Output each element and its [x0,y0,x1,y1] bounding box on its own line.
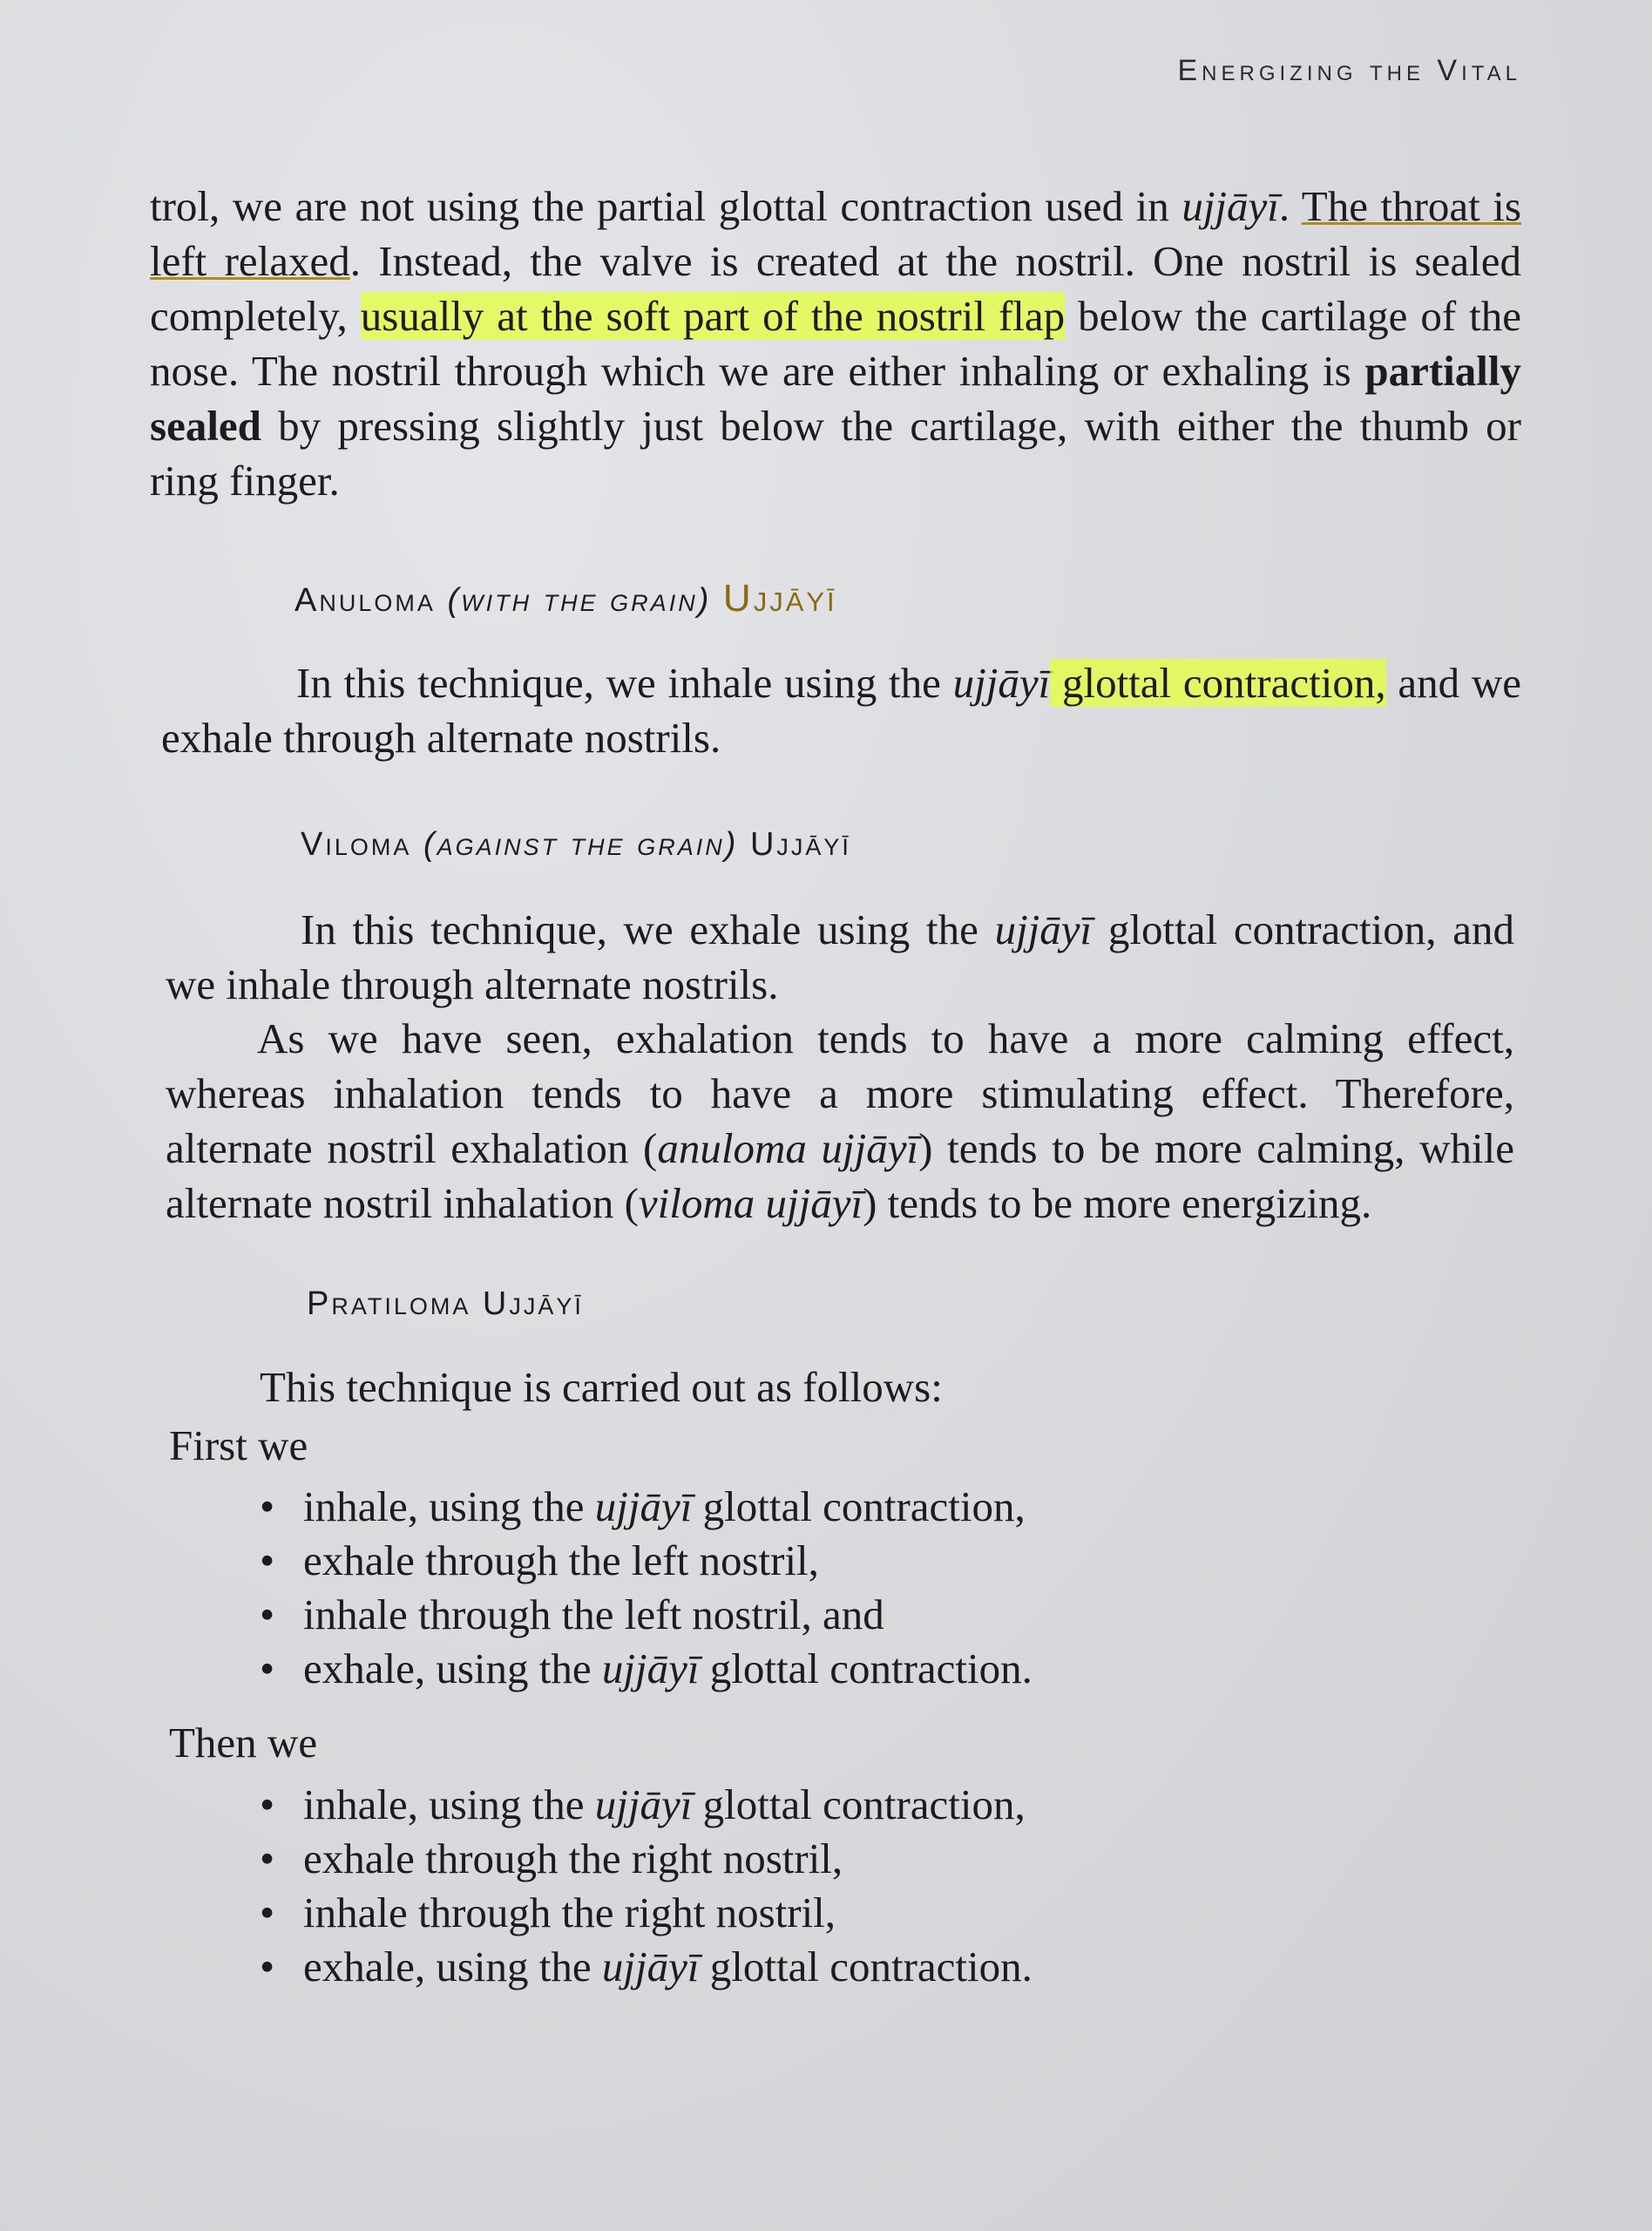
viloma-text-2: glottal contraction, and we inhale through alternate nostrils. [166,905,1514,1008]
list-item-text: exhale through the left nostril, [303,1536,819,1584]
list-item [260,1832,1032,1886]
list-item-text: inhale, using the [303,1780,595,1828]
intro-text-4: below the cartilage of the nose. The nostril through which we are either inhaling or exhaling is [150,292,1521,395]
list-item-text: inhale, using the [303,1482,595,1530]
first-we-label: First we [169,1421,308,1469]
anuloma-heading-term: Ujjāyī [722,577,837,620]
viloma-text-1: In this technique, we exhale using the [301,905,995,953]
pratiloma-intro: This technique is carried out as follows: [260,1363,943,1411]
list-item-text: exhale, using the [303,1943,602,1990]
intro-paragraph [150,179,1521,508]
bold-phrase: partially sealed [150,347,1521,450]
list-item-text: glottal contraction, [692,1780,1026,1828]
viloma-heading-paren: (against the grain) [423,826,739,863]
viloma-heading [301,826,851,864]
highlighted-phrase: usually at the soft part of the nostril flap [360,292,1066,340]
then-we-label: Then we [169,1719,318,1766]
calming-text-1: As we have seen, exhalation tends to have a more calming effect, whereas inhalation tends to have a more stimulating effect. Therefore, alternate nostril exhalation ( [166,1014,1514,1172]
viloma-heading-term: Ujjāyī [749,826,851,863]
list-item-text: exhale, using the [303,1644,602,1692]
anuloma-heading [295,577,837,620]
intro-term: ujjāyī [1181,182,1279,230]
calming-term-2: viloma ujjāyī [638,1179,863,1227]
list-item-text: glottal contraction, [692,1482,1026,1530]
intro-text-2: . [1278,182,1302,230]
anuloma-text-2: and we exhale through alternate nostrils. [161,659,1521,762]
intro-text-1: trol, we are not using the partial glottal contraction used in [150,182,1182,230]
list-item [260,1534,1032,1588]
intro-text-3: . Instead, the valve is created at the nostril. One nostril is sealed completely, [150,237,1521,340]
list-item [260,1480,1032,1534]
list-item [260,1886,1032,1940]
viloma-heading-main: Viloma [301,826,412,863]
calming-text-2: ) tends to be more calming, while alternate nostril inhalation ( [166,1124,1514,1227]
list-item-text: glottal contraction. [699,1943,1032,1990]
anuloma-heading-paren: (with the grain) [447,582,712,619]
list-item-text: inhale through the left nostril, and [303,1590,884,1638]
pratiloma-heading: Pratiloma Ujjāyī [307,1285,584,1322]
intro-text-5: by pressing slightly just below the cartilage, with either the thumb or ring finger. [150,402,1521,505]
first-steps-list [260,1480,1032,1696]
underlined-phrase: The throat is left relaxed [150,182,1521,285]
viloma-paragraph [166,902,1514,1012]
list-item-text: inhale through the right nostril, [303,1889,836,1936]
anuloma-heading-main: Anuloma [295,582,436,619]
calming-text-3: ) tends to be more energizing. [863,1179,1372,1227]
anuloma-highlight: glottal contraction, [1050,659,1386,707]
calming-paragraph [166,1011,1514,1231]
list-item-term: ujjāyī [601,1943,700,1990]
list-item-text: exhale through the right nostril, [303,1834,843,1882]
list-item [260,1588,1032,1642]
running-header: Energizing the Vital [1177,54,1521,87]
list-item-term: ujjāyī [594,1482,693,1530]
then-steps-list [260,1778,1032,1994]
anuloma-text-1: In this technique, we inhale using the [296,659,953,707]
list-item-text: glottal contraction. [699,1644,1032,1692]
calming-term-1: anuloma ujjāyī [657,1124,919,1172]
list-item [260,1778,1032,1832]
anuloma-term: ujjāyī [952,659,1051,707]
list-item [260,1642,1032,1696]
list-item-term: ujjāyī [601,1644,700,1692]
anuloma-paragraph [161,655,1521,765]
list-item-term: ujjāyī [594,1780,693,1828]
list-item [260,1940,1032,1994]
viloma-term: ujjāyī [994,905,1093,953]
